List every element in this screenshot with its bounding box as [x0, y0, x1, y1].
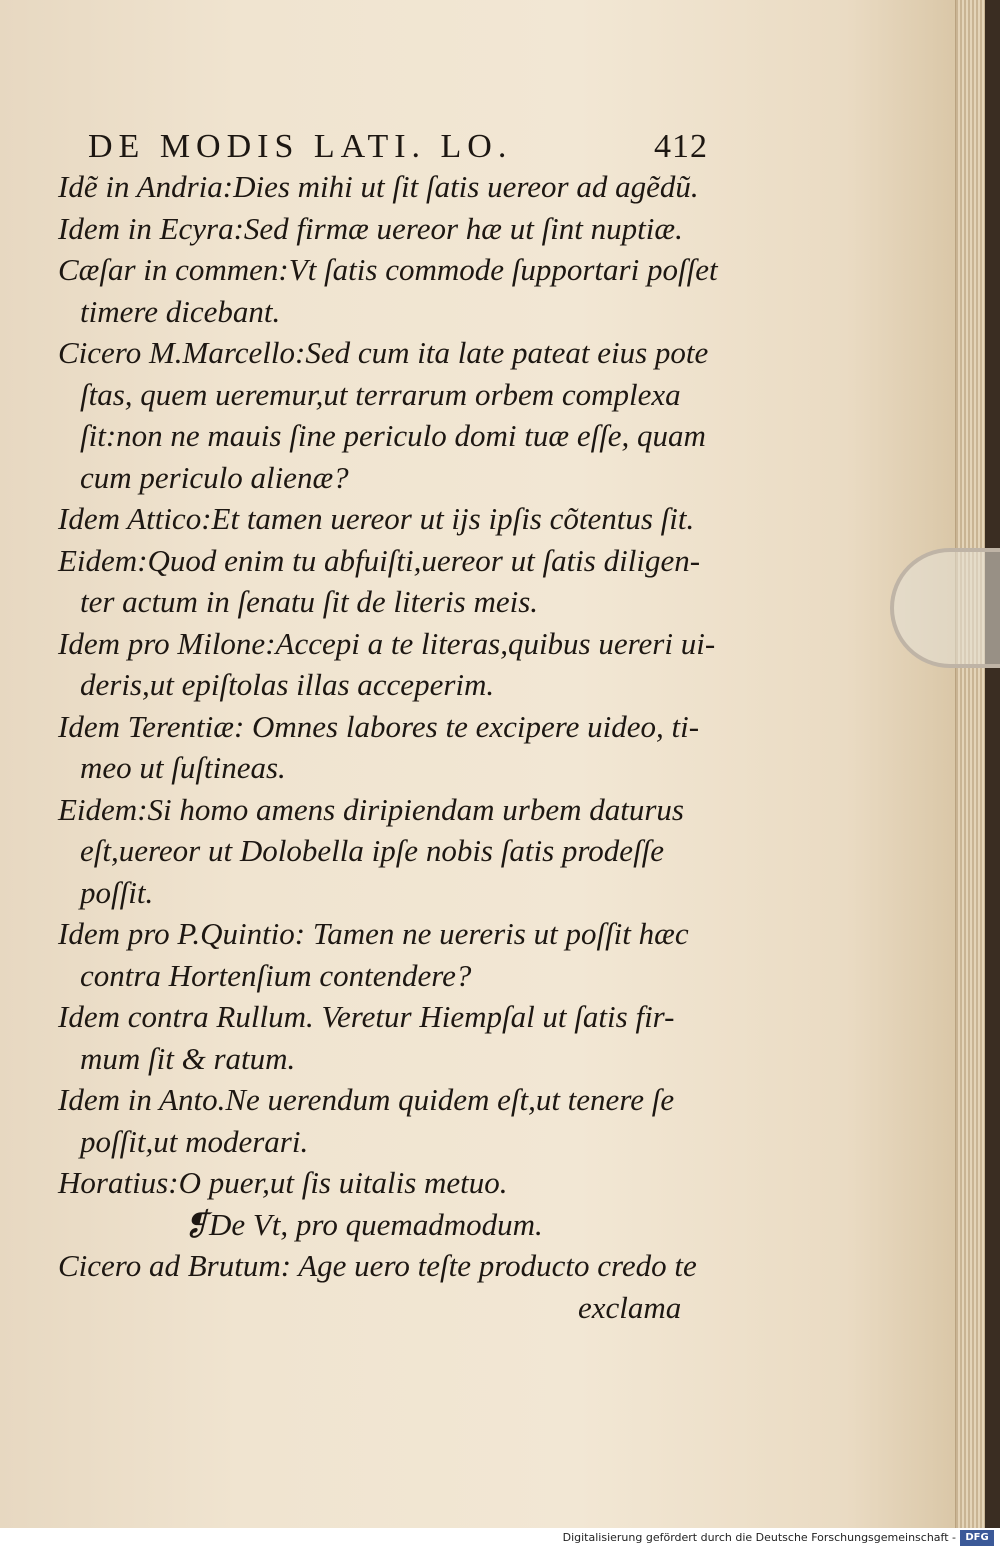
text-line: Idem Attico:Et tamen uereor ut ijs ipſis cõtentus ſit.	[58, 501, 695, 536]
text-line: eſt,uereor ut Dolobella ipſe nobis ſatis prodeſſe	[80, 833, 665, 868]
text-line: Idem Terentiæ: Omnes labores te excipere uideo, ti-	[58, 708, 700, 744]
text-line: timere dicebant.	[80, 293, 281, 329]
text-line: meo ut ſuſtineas.	[80, 750, 286, 785]
text-line: Eidem:Quod enim tu abfuiſti,uereor ut ſatis diligen-	[58, 542, 701, 578]
text-line: ſtas, quem ueremur,ut terrarum orbem complexa	[80, 376, 681, 412]
text-line: Cicero M.Marcello:Sed cum ita late pateat eius pote	[58, 335, 709, 370]
footer-credit: Digitalisierung gefördert durch die Deutsche Forschungsgemeinschaft -	[562, 1531, 956, 1544]
text-line: Eidem:Si homo amens diripiendam urbem daturus	[58, 791, 684, 827]
page-edges	[955, 0, 986, 1528]
text-line: ter actum in ſenatu ſit de literis meis.	[80, 584, 539, 619]
text-line: contra Hortenſium contendere?	[80, 957, 472, 993]
running-head-title: DE MODIS LATI. LO.	[88, 128, 513, 165]
text-line: Idem pro Milone:Accepi a te literas,quibus uereri ui-	[58, 625, 716, 661]
text-line: exclama	[578, 1289, 682, 1325]
text-line: cum periculo alienæ?	[80, 459, 349, 495]
text-line: mum ſit & ratum.	[80, 1040, 296, 1076]
text-line: Idem in Ecyra:Sed firmæ uereor hæ ut ſint nuptiæ.	[58, 210, 683, 246]
text-line: Idem pro P.Quintio: Tamen ne uereris ut poſſit hæc	[58, 916, 689, 951]
text-line: poſſit,ut moderari.	[80, 1123, 309, 1159]
text-line: Cæſar in commen:Vt ſatis commode ſupportari poſſet	[58, 252, 718, 287]
running-head	[88, 128, 708, 166]
scan-background	[985, 0, 1000, 1528]
text-line: Cicero ad Brutum: Age uero teſte producto credo te	[58, 1248, 697, 1283]
text-line: ❡De Vt, pro quemadmodum.	[183, 1206, 543, 1242]
text-line: Idem contra Rullum. Veretur Hiempſal ut ſatis fir-	[58, 999, 675, 1034]
page-number: 412	[654, 128, 708, 165]
text-line: Idem in Anto.Ne uerendum quidem eſt,ut tenere ſe	[58, 1082, 675, 1117]
dfg-logo: DFG	[960, 1530, 994, 1546]
text-line: Horatius:O puer,ut ſis uitalis metuo.	[58, 1165, 508, 1200]
text-line: poſſit.	[80, 874, 154, 910]
text-line: Idẽ in Andria:Dies mihi ut ſit ſatis uereor ad agẽdũ.	[58, 169, 699, 204]
text-line: ſit:non ne mauis ſine periculo domi tuæ eſſe, quam	[80, 418, 706, 453]
page-clip	[890, 548, 1000, 668]
text-block	[58, 166, 738, 1328]
text-line: deris,ut epiſtolas illas acceperim.	[80, 667, 495, 702]
